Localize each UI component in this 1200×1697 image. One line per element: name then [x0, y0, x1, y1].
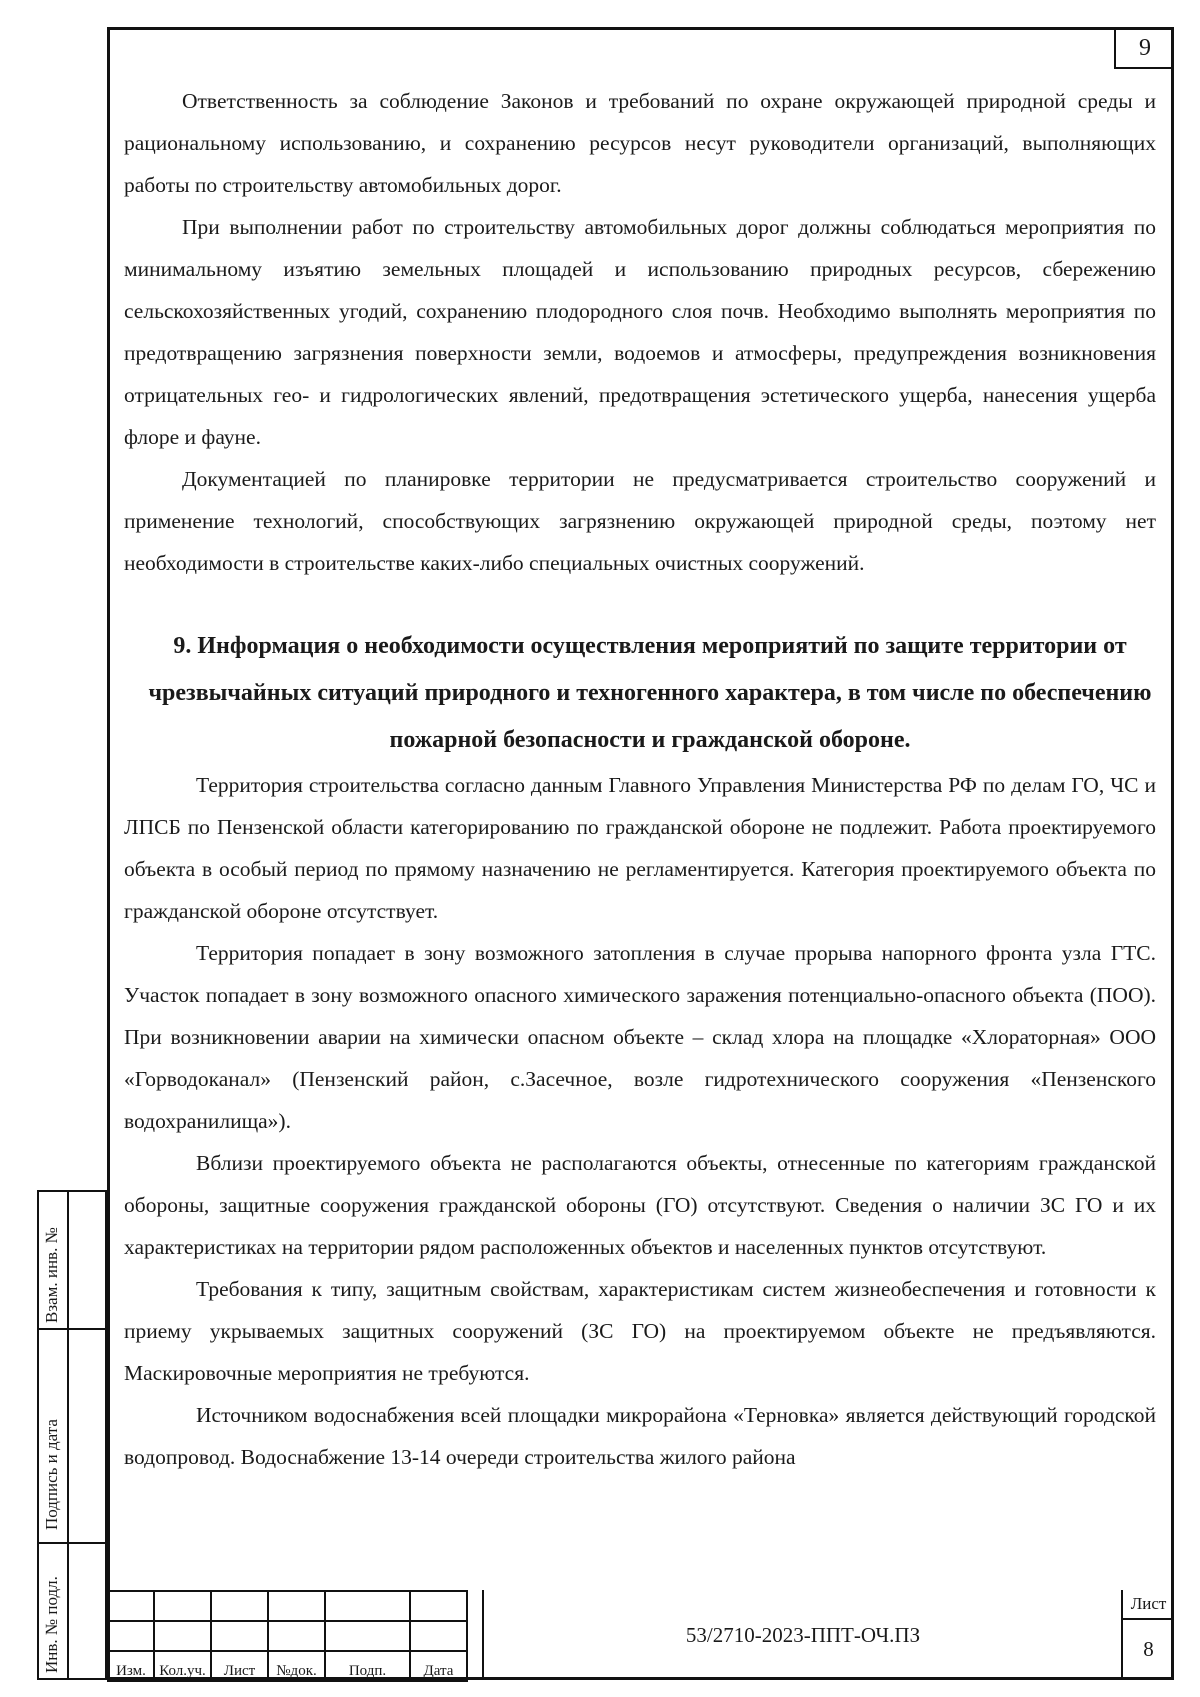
sheet-number: 8 — [1143, 1637, 1154, 1661]
sheet-label: Лист — [1123, 1590, 1174, 1620]
side-cell — [67, 1542, 107, 1680]
col-ndok: №док. — [268, 1651, 325, 1681]
side-cell — [67, 1328, 107, 1544]
title-block — [107, 1590, 1174, 1680]
document-code: 53/2710-2023-ППТ-ОЧ.ПЗ — [482, 1590, 1122, 1680]
paragraph: Вблизи проектируемого объекта не располагаются объекты, отнесенные по категориям гражданской обороны, защитные сооружения гражданской обороны (ГО) отсутствуют. Сведения о наличии ЗС ГО и их характеристиках на территории рядом расположенных объектов и населенных пунктов отсутствуют. — [124, 1151, 1156, 1259]
revision-table — [107, 1590, 468, 1682]
paragraph: Ответственность за соблюдение Законов и требований по охране окружающей природной среды и рациональному использованию, и сохранению ресурсов несут руководители организаций, выполняющих работы по строительству автомобильных дорог. — [124, 89, 1156, 197]
col-kol: Кол.уч. — [154, 1651, 211, 1681]
col-data: Дата — [410, 1651, 467, 1681]
stamp-label-inv: Инв. № подл. — [42, 1576, 61, 1673]
paragraph: Территория строительства согласно данным Главного Управления Министерства РФ по делам ГО, ЧС и ЛПСБ по Пензенской области категорированию по гражданской обороне не подлежит. Работа проектируемого объекта в особый период по прямому назначению не регламентируется. Категория проектируемого объекта по гражданской обороне отсутствует. — [124, 773, 1156, 923]
sheet-box — [1121, 1590, 1174, 1680]
document-body — [124, 80, 1156, 1478]
page-number: 9 — [1114, 29, 1174, 69]
col-izm: Изм. — [108, 1651, 154, 1681]
paragraph: Источником водоснабжения всей площадки микрорайона «Терновка» является действующий городской водопровод. Водоснабжение 13-14 очереди строительства жилого района — [124, 1403, 1156, 1469]
col-list: Лист — [211, 1651, 268, 1681]
paragraph: При выполнении работ по строительству автомобильных дорог должны соблюдаться мероприятия по минимальному изъятию земельных площадей и использованию природных ресурсов, сбережению сельскохозяйственных угодий, сохранению плодородного слоя почв. Необходимо выполнять мероприятия по предотвращению загрязнения поверхности земли, водоемов и атмосферы, предупреждения возникновения отрицательных гео- и гидрологических явлений, предотвращения эстетического ущерба, нанесения ущерба флоре и фауне. — [124, 215, 1156, 449]
paragraph: Требования к типу, защитным свойствам, характеристикам систем жизнеобеспечения и готовности к приему укрываемых защитных сооружений (ЗС ГО) на проектируемом объекте не предъявляются. Маскировочные мероприятия не требуются. — [124, 1277, 1156, 1385]
paragraph: Документацией по планировке территории не предусматривается строительство сооружений и применение технологий, способствующих загрязнению окружающей природной среды, поэтому нет необходимости в строительстве каких-либо специальных очистных сооружений. — [124, 467, 1156, 575]
col-podp: Подп. — [325, 1651, 410, 1681]
stamp-label-podpis: Подпись и дата — [42, 1419, 61, 1530]
side-cell — [67, 1190, 107, 1330]
side-stamp — [37, 1190, 107, 1680]
stamp-label-vzam: Взам. инв. № — [42, 1227, 61, 1323]
paragraph: Территория попадает в зону возможного затопления в случае прорыва напорного фронта узла ГТС. Участок попадает в зону возможного опасного химического заражения потенциально-опасного объекта (ПОО). При возникновении аварии на химически опасном объекте – склад хлора на площадке «Хлораторная» ООО «Горводоканал» (Пензенский район, с.Засечное, возле гидротехнического сооружения «Пензенского водохранилища»). — [124, 941, 1156, 1133]
section-heading: 9. Информация о необходимости осуществления мероприятий по защите территории от чрезвычайных ситуаций природного и техногенного характера, в том числе по обеспечению пожарной безопасности и гражданской обороне. — [148, 633, 1152, 753]
